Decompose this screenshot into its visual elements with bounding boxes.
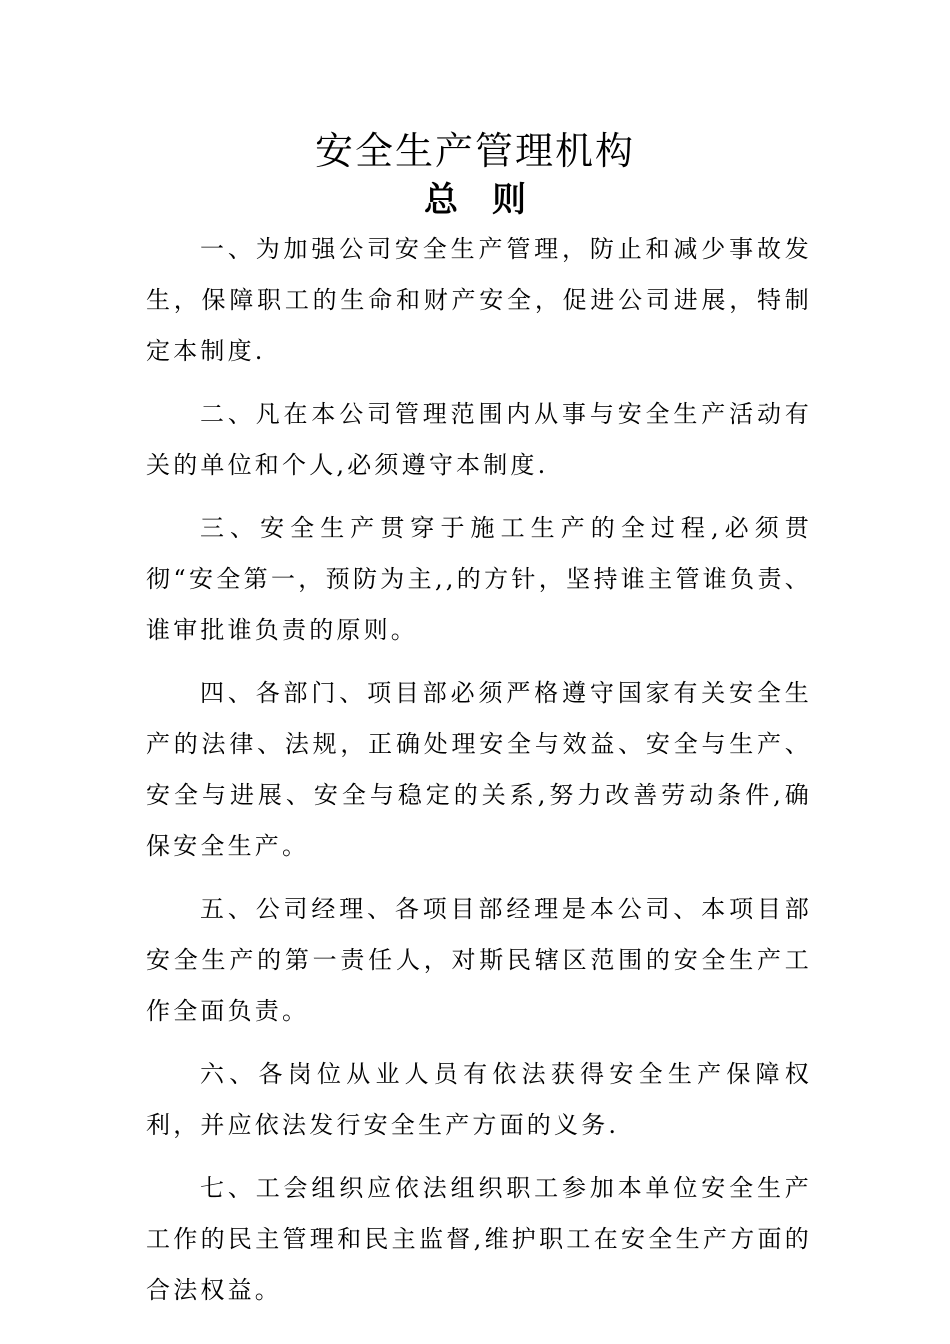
article-2: 二、凡在本公司管理范围内从事与安全生产活动有关的单位和个人,必须遵守本制度.	[146, 400, 812, 479]
article-4: 四、各部门、项目部必须严格遵守国家有关安全生产的法律、法规，正确处理安全与效益、安全与生产、安全与进展、安全与稳定的关系,努力改善劳动条件,确保安全生产。	[146, 679, 812, 860]
article-3: 三、安全生产贯穿于施工生产的全过程,必须贯彻“安全第一，预防为主,,的方针，坚持谁主管谁负责、谁审批谁负责的原则。	[146, 514, 812, 644]
article-6: 六、各岗位从业人员有依法获得安全生产保障权利，并应依法发行安全生产方面的义务.	[146, 1060, 812, 1139]
article-1: 一、为加强公司安全生产管理，防止和减少事故发生，保障职工的生命和财产安全，促进公司进展，特制定本制度.	[146, 235, 812, 365]
document-title: 安全生产管理机构	[314, 129, 635, 173]
section-heading: 总 则	[424, 180, 526, 220]
article-7: 七、工会组织应依法组织职工参加本单位安全生产工作的民主管理和民主监督,维护职工在安全生产方面的合法权益。	[146, 1174, 812, 1304]
document-body	[146, 224, 812, 1328]
article-5: 五、公司经理、各项目部经理是本公司、本项目部安全生产的第一责任人，对斯民辖区范围的安全生产工作全面负责。	[146, 895, 812, 1025]
